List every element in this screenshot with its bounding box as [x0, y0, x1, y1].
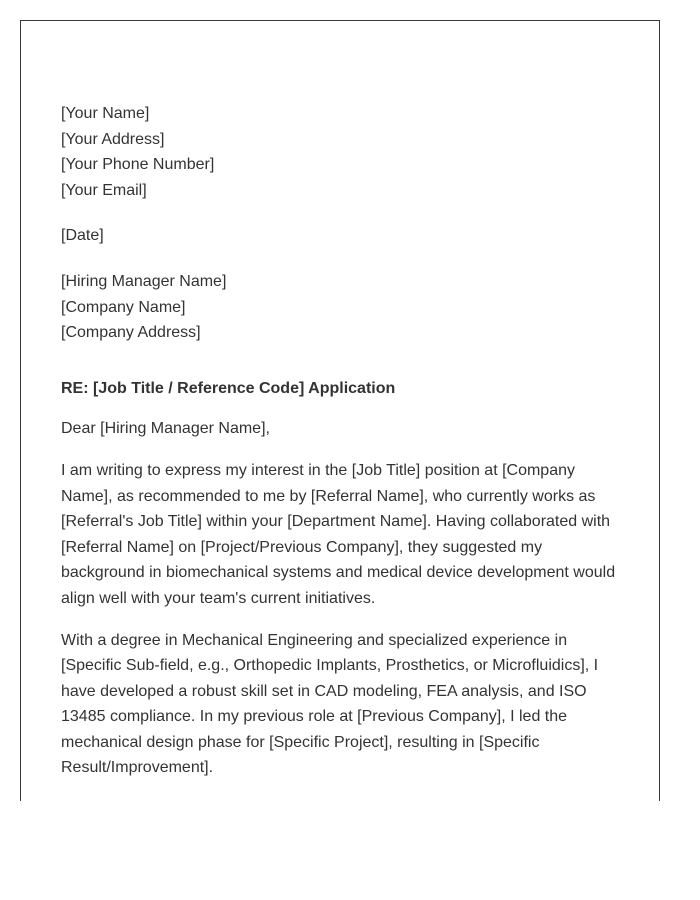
paragraph-line: Result/Improvement]. — [61, 759, 214, 777]
paragraph-line: [Specific Sub-field, e.g., Orthopedic Implants, Prosthetics, or Microfluidics], I — [61, 657, 599, 675]
paragraph-line: I am writing to express my interest in the [Job Title] position at [Company — [61, 461, 575, 479]
sender-block — [61, 101, 623, 203]
date-block — [61, 223, 623, 249]
subject-line: RE: [Job Title / Reference Code] Application — [61, 379, 396, 397]
paragraph-line: [Referral's Job Title] within your [Department Name]. Having collaborated with — [61, 513, 611, 531]
sender-name: [Your Name] — [61, 105, 150, 122]
paragraph-line: With a degree in Mechanical Engineering and specialized experience in — [61, 631, 568, 649]
letter-page — [20, 20, 660, 801]
paragraph-line: 13485 compliance. In my previous role at [Previous Company], I led the — [61, 708, 568, 726]
paragraph-line: background in biomechanical systems and medical device development would — [61, 564, 616, 582]
sender-phone: [Your Phone Number] — [61, 156, 215, 174]
paragraph-line: [Referral Name] on [Project/Previous Company], they suggested my — [61, 538, 543, 556]
sender-email: [Your Email] — [61, 181, 147, 199]
paragraph-1 — [61, 458, 623, 612]
paragraph-line: align well with your team's current initiatives. — [61, 589, 376, 607]
paragraph-line: Name], as recommended to me by [Referral Name], who currently works as — [61, 487, 596, 505]
letter-date: [Date] — [61, 227, 104, 245]
recipient-block — [61, 269, 623, 346]
sender-address: [Your Address] — [61, 130, 165, 148]
recipient-company: [Company Name] — [61, 298, 186, 316]
paragraph-line: have developed a robust skill set in CAD modeling, FEA analysis, and ISO — [61, 682, 587, 700]
letter-content — [61, 101, 623, 781]
recipient-name: [Hiring Manager Name] — [61, 272, 227, 290]
paragraph-line: mechanical design phase for [Specific Project], resulting in [Specific — [61, 733, 540, 751]
paragraph-2 — [61, 628, 623, 782]
recipient-address: [Company Address] — [61, 324, 201, 342]
greeting: Dear [Hiring Manager Name], — [61, 420, 270, 438]
